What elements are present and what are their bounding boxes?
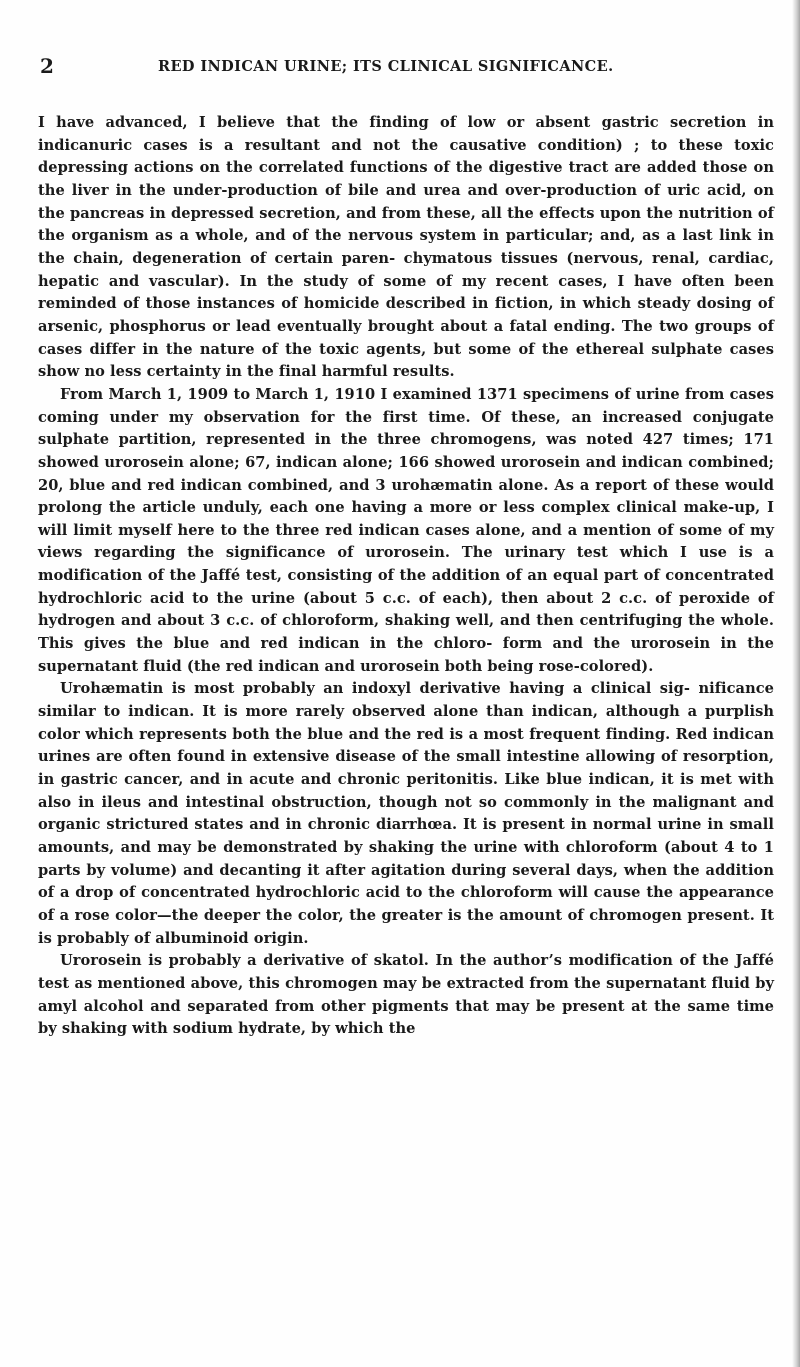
page-number: 2 [40,54,55,78]
page-edge-shadow [792,0,800,1367]
paragraph-urohaematin: Urohæmatin is most probably an indoxyl derivative having a clinical sig- nificance similar to indican. It is more rarely observed alone than indican, although a purplish color which represents both the blue and the red is a most frequent finding. Red indican urines are often found in extensive disease of the small intestine allowing of resorption, in gastric cancer, and in acute and chronic peritonitis. Like blue indican, it is met with also in ileus and intestinal obstruction, though not so commonly in the malignant and organic strictured states and in chronic diarrhœa. It is present in normal urine in small amounts, and may be demonstrated by shaking the urine with chloroform (about 4 to 1 parts by volume) and decanting it after agitation during several days, when the addition of a drop of concentrated hydrochloric acid to the chloroform will cause the appearance of a rose color—the deeper the color, the greater is the amount of chromogen present. It is probably of albuminoid origin. [38,680,774,947]
body-text [38,112,774,1041]
page-header [40,54,780,84]
paragraph-urorosein: Urorosein is probably a derivative of skatol. In the author’s modification of the Jaffé test as mentioned above, this chromogen may be extracted from the supernatant fluid by amyl alcohol and separated from other pigments that may be present at the same time by shaking with sodium hydrate, by which the [38,952,774,1038]
running-head: RED INDICAN URINE; ITS CLINICAL SIGNIFICANCE. [158,58,614,75]
paragraph-continuation: I have advanced, I believe that the finding of low or absent gastric secretion in indicanuric cases is a resultant and not the causative condition) ; to these toxic depressing actions on the correlated functions of the digestive tract are added those on the liver in the under-production of bile and urea and over-production of uric acid, on the pancreas in depressed secretion, and from these, all the effects upon the nutrition of the organism as a whole, and of the nervous system in particular; and, as a last link in the chain, degeneration of certain paren- chymatous tissues (nervous, renal, cardiac, hepatic and vascular). In the study of some of my recent cases, I have often been reminded of those instances of homicide described in fiction, in which steady dosing of arsenic, phosphorus or lead eventually brought about a fatal ending. The two groups of cases differ in the nature of the toxic agents, but some of the ethereal sulphate cases show no less certainty in the final harmful results. [38,114,774,381]
paragraph-specimens: From March 1, 1909 to March 1, 1910 I examined 1371 specimens of urine from cases coming under my observation for the first time. Of these, an increased conjugate sulphate partition, represented in the three chromogens, was noted 427 times; 171 showed urorosein alone; 67, indican alone; 166 showed urorosein and indican combined; 20, blue and red indican combined, and 3 urohæmatin alone. As a report of these would prolong the article unduly, each one having a more or less complex clinical make-up, I will limit myself here to the three red indican cases alone, and a mention of some of my views regarding the significance of urorosein. The urinary test which I use is a modification of the Jaffé test, consisting of the addition of an equal part of concentrated hydrochloric acid to the urine (about 5 c.c. of each), then about 2 c.c. of peroxide of hydrogen and about 3 c.c. of chloroform, shaking well, and then centrifuging the whole. This gives the blue and red indican in the chloro- form and the urorosein in the supernatant fluid (the red indican and urorosein both being rose-colored). [38,385,774,675]
